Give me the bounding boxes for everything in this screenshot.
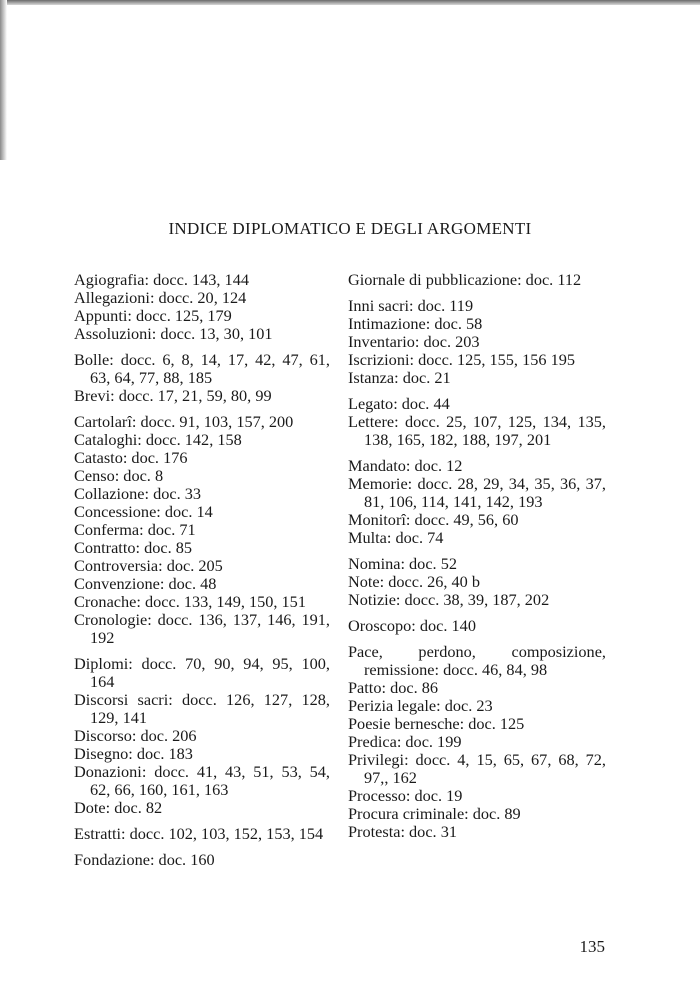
page-top-edge: [0, 0, 700, 5]
index-letter-group: [74, 271, 330, 343]
index-letter-group: [348, 617, 606, 635]
index-entry: Nomina: doc. 52: [348, 554, 457, 573]
index-entry: Iscrizioni: docc. 125, 155, 156 195: [348, 350, 575, 369]
index-entry: Dote: doc. 82: [74, 798, 163, 817]
index-entry: Disegno: doc. 183: [74, 744, 193, 763]
index-entry: Cronologie: docc. 136, 137, 146, 191, 192: [74, 610, 330, 647]
index-entry: Diplomi: docc. 70, 90, 94, 95, 100, 164: [74, 654, 330, 691]
index-entry: Notizie: docc. 38, 39, 187, 202: [348, 590, 550, 609]
index-entry: Catasto: doc. 176: [74, 448, 188, 467]
index-entry: Censo: doc. 8: [74, 466, 164, 485]
page-number: 135: [579, 937, 605, 956]
index-entry: Intimazione: doc. 58: [348, 314, 483, 333]
index-entry: Brevi: docc. 17, 21, 59, 80, 99: [74, 386, 272, 405]
index-entry: Memorie: docc. 28, 29, 34, 35, 36, 37, 81, 106, 114, 141, 142, 193: [348, 474, 606, 511]
index-letter-group: [74, 351, 330, 405]
index-entry: Patto: doc. 86: [348, 678, 438, 697]
index-entry: Legato: doc. 44: [348, 394, 450, 413]
index-entry: Fondazione: doc. 160: [74, 850, 215, 869]
index-letter-group: [348, 297, 606, 387]
index-column-right: [348, 271, 606, 849]
index-letter-group: [348, 271, 606, 289]
index-letter-group: [348, 457, 606, 547]
index-entry: Note: docc. 26, 40 b: [348, 572, 481, 591]
index-entry: Conferma: doc. 71: [74, 520, 196, 539]
index-entry: Concessione: doc. 14: [74, 502, 213, 521]
index-letter-group: [74, 825, 330, 843]
index-letter-group: [348, 555, 606, 609]
index-entry: Donazioni: docc. 41, 43, 51, 53, 54, 62, 66, 160, 161, 163: [74, 762, 330, 799]
index-letter-group: [74, 413, 330, 647]
index-entry: Convenzione: doc. 48: [74, 574, 217, 593]
index-entry: Mandato: doc. 12: [348, 456, 463, 475]
index-entry: Inni sacri: doc. 119: [348, 296, 474, 315]
index-entry: Inventario: doc. 203: [348, 332, 480, 351]
index-entry: Discorso: doc. 206: [74, 726, 197, 745]
index-entry: Cartolarî: docc. 91, 103, 157, 200: [74, 412, 294, 431]
index-entry: Predica: doc. 199: [348, 732, 462, 751]
index-entry: Estratti: docc. 102, 103, 152, 153, 154: [74, 824, 324, 843]
index-entry: Allegazioni: docc. 20, 124: [74, 288, 247, 307]
index-entry: Procura criminale: doc. 89: [348, 804, 521, 823]
index-entry: Giornale di pubblicazione: doc. 112: [348, 270, 582, 289]
page-title: INDICE DIPLOMATICO E DEGLI ARGOMENTI: [168, 219, 532, 238]
index-letter-group: [348, 395, 606, 449]
index-column-left: [74, 271, 330, 877]
index-entry: Multa: doc. 74: [348, 528, 444, 547]
index-entry: Monitorî: docc. 49, 56, 60: [348, 510, 519, 529]
index-entry: Appunti: docc. 125, 179: [74, 306, 232, 325]
index-entry: Agiografia: docc. 143, 144: [74, 270, 249, 289]
index-entry: Controversia: doc. 205: [74, 556, 223, 575]
index-letter-group: [74, 655, 330, 817]
index-entry: Oroscopo: doc. 140: [348, 616, 476, 635]
index-entry: Discorsi sacri: docc. 126, 127, 128, 129, 141: [74, 690, 330, 727]
index-entry: Assoluzioni: docc. 13, 30, 101: [74, 324, 273, 343]
index-entry: Collazione: doc. 33: [74, 484, 202, 503]
page-left-edge: [0, 0, 7, 160]
index-entry: Perizia legale: doc. 23: [348, 696, 493, 715]
index-entry: Istanza: doc. 21: [348, 368, 451, 387]
index-entry: Processo: doc. 19: [348, 786, 463, 805]
index-entry: Lettere: docc. 25, 107, 125, 134, 135, 138, 165, 182, 188, 197, 201: [348, 412, 606, 449]
index-entry: Privilegi: docc. 4, 15, 65, 67, 68, 72, 97,, 162: [348, 750, 606, 787]
index-entry: Poesie bernesche: doc. 125: [348, 714, 525, 733]
index-letter-group: [348, 643, 606, 841]
index-entry: Cronache: docc. 133, 149, 150, 151: [74, 592, 306, 611]
index-entry: Protesta: doc. 31: [348, 822, 457, 841]
index-entry: Pace, perdono, composizione, remissione: docc. 46, 84, 98: [348, 642, 606, 679]
index-letter-group: [74, 851, 330, 869]
index-entry: Cataloghi: docc. 142, 158: [74, 430, 242, 449]
index-entry: Contratto: doc. 85: [74, 538, 193, 557]
index-entry: Bolle: docc. 6, 8, 14, 17, 42, 47, 61, 63, 64, 77, 88, 185: [74, 350, 330, 387]
